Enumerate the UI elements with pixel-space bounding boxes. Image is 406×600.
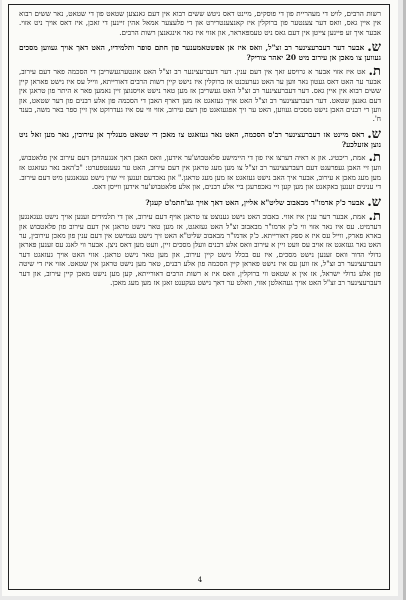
question-text: אבער דער דעברעצינער רב זצ"ל, וואס איז אן אפשטאמענער פון חתם סופר ותלמידיו, האט דאך אויך געווען מסכים געווען צו מאכן אן עירוב מיט 20 יאהר צוריק? <box>19 43 381 63</box>
question-2 <box>19 126 381 150</box>
question-marker: ש. <box>367 194 381 210</box>
question-text: אבער כ'ק אדמו"ר מבאבוב שליט"א אליין, האט דאך אויך גע'חתמ'ט קעגן? <box>145 197 365 207</box>
answer-text: אט איז אזוי אבער א גרויסע זאך אין דעם ענין. דער דעברעצינער רב זצ"ל האט אונטערגעשריבן די הסכמה פאר דעם עירוב, אבער ער האט דאס געטון נאר ווען ער האט גערעכנט אז ברוקלין איז נישט קיין רשות הרבים דאורייתא, ווייל עס איז נישט פאראן קיין ששים רבוא אין איין גאס. דער דעברעצינער רב זצ"ל האט געשריבן אז מען טאר נישט אויסנוצן זיין נאמען פאר א היתר פון טראגן אין דעם גאנצן שטאט. דער דעברעצינער רב זצ"ל האט אויך געזאגט אז מען דארף האבן די הסכמה פון אלע רבנים פון דער שטאט, און ווען די רבנים האבן נישט מסכים געווען, האט ער זיך אפגעזאגט פון דעם עירוב, אזוי ווי עס איז געדרוקט אין זיין ספר באר משה, בענד ח'. <box>19 66 381 124</box>
answer-marker: ת. <box>368 63 381 79</box>
intro-paragraph: רשות הרבים, לויט די מעהריית פון די פוסקים, מיינט דאס ניטש ששים רבוא אין דעם גאנצען שטאט פון די שטאט, נאר ששים רבוא אין איין גאס, וואס דער צענטער פון ברוקלין איז קאנצענטרירט און די פלעצער אמאל אהין זיינען די זאכן, איז דאס אויך ניט אזוי. אבער איך זע פיינען צייטן אין דעם גאס ניט טעמפּאראר, און אזוי איז גאר אינגאנצן רשות הרבים. <box>19 9 381 37</box>
question-marker: ש. <box>367 126 381 142</box>
question-marker: ש. <box>367 40 381 56</box>
answer-marker: ת. <box>368 150 381 166</box>
page-number: 4 <box>197 576 203 584</box>
document-page <box>2 0 398 596</box>
page-content <box>19 9 381 293</box>
question-3 <box>19 194 381 210</box>
answer-2 <box>19 150 381 192</box>
question-text: דאס מיינט אז דעברעצינער רב'ס הסכמה, האט נאר געזאגט צו מאכן די שטאט מעגליך אן עירובין, נאר מען זאל ניט נוצן אזעלכע? <box>19 129 381 149</box>
answer-3 <box>19 208 381 288</box>
qa-section-3 <box>19 194 381 288</box>
answer-1 <box>19 63 381 124</box>
answer-text: אמת, אבער דער ענין איז אזוי. באבוב האט נישט גענוצט צו טראגן אויף דעם עירוב, און די תלמידים זענען אויך נישט געגאנגען דערמיט. עס איז נאר אזוי ווי כ'ק אדמו"ר מבאבוב זצ"ל האט געזאגט, אז מען טאר נישט טראגן אין דעם עירוב פון פלאטבוש און בארא פארק, ווייל עס איז א ספק דאורייתא. כ'ק אדמו"ר מבאבוב שליט"א האט זיך נישט געמישט אין דעם ענין פון מאכן עירובין, ער האט נאר געזאגט אז אויב עס וועט זיין א עירוב וואס אלע רבנים וועלן מסכים זיין, וועט מען דאס ניצן. אבער ווי לאנג עס זענען פאראן גדולי הדור וואס זענען נישט מסכים, איז עס בכלל נישט קיין עירוב, און מען טאר נישט טראגן. אזוי האט אויך געזאגט דער דעברעצינער רב זצ"ל, אז ווען עס איז נישט פאראן קיין הסכמה פון אלע רבנים, טאר מען נישט טראגן אין שטאט. אזוי איז די שיטה פון אלע גדולי ישראל, אז אין א שטאט ווי ברוקלין, וואס איז א רשות הרבים דאורייתא, קען מען נישט מאכן קיין עירוב, און דער דעברעצינער רב זצ"ל האט אויך געהאלטן אזוי, וואלט ער דאך נישט געקענט זאגן אז מען מעג מאכן. <box>19 211 381 288</box>
answer-marker: ת. <box>368 208 381 224</box>
question-1 <box>19 40 381 63</box>
answer-text: אמת, ריכטיג. און א ראיה דערצו איז פון די היימישע פלאטבוש'ער אידען, וואס האבן דאך אנגעהויבן דעם עירוב אין פלאטבוש, ווען זיי האבן געפרעגט דעם דעברעצינער רב זצ"ל צו מען מעג טראגן אין דעם עירוב, האט ער געענטפערט: "כ'האב נאר געזאגט אז מען מעג מאכן א עירוב, אבער איך האב נישט געזאגט אז מען מעג טראגן." און נאכדעם זענען זיי שוין נישט געגאנגען מיט דעם עירוב. די ענינים זענען באקאנט און מען קען זיי נאכפרעגן ביי אלע רבנים, און אלע פלאטבוש'ער אידען ווייסן דאס. <box>19 153 381 192</box>
page-border <box>8 4 390 590</box>
qa-section-1 <box>19 40 381 124</box>
qa-section-2 <box>19 126 381 192</box>
